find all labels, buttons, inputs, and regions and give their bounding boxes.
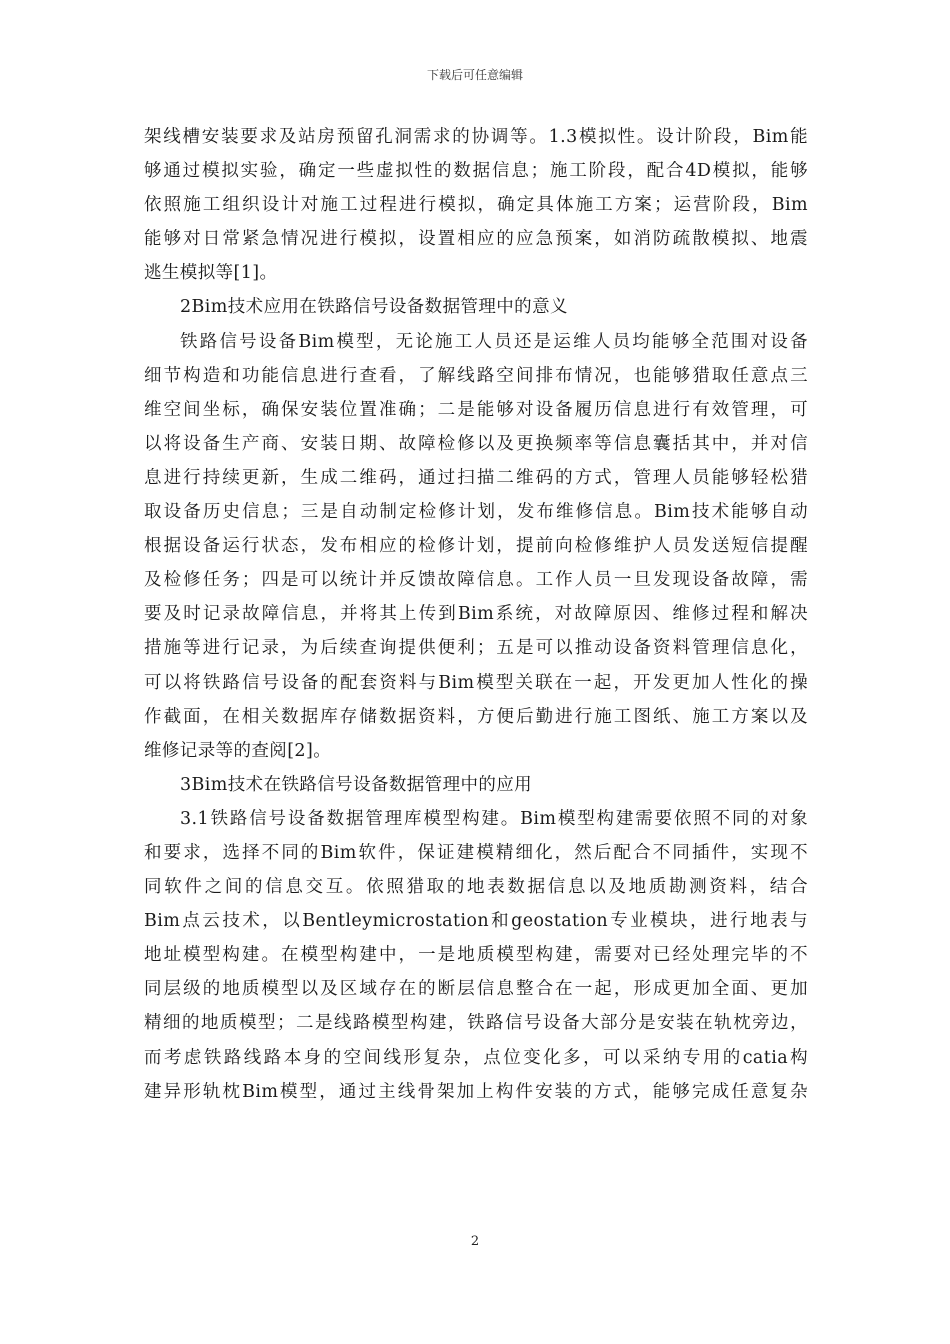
- text-line: 架线槽安装要求及站房预留孔洞需求的协调等。1.3模拟性。设计阶段，Bim能: [144, 127, 808, 147]
- text-line: 3.1铁路信号设备数据管理库模型构建。Bim模型构建需要依照不同的对象: [180, 808, 808, 829]
- body-text: [144, 120, 808, 1109]
- text-line: 能够对日常紧急情况进行模拟，设置相应的应急预案，如消防疏散模拟、地震: [144, 229, 808, 250]
- text-line: 取设备历史信息；三是自动制定检修计划，发布维修信息。Bim技术能够自动: [144, 502, 808, 523]
- text-line: 维修记录等的查阅[2]。: [144, 740, 332, 761]
- section-heading: 2Bim技术应用在铁路信号设备数据管理中的意义: [180, 297, 568, 318]
- text-line: 及检修任务；四是可以统计并反馈故障信息。工作人员一旦发现设备故障，需: [144, 570, 808, 591]
- text-line: 依照施工组织设计对施工过程进行模拟，确定具体施工方案；运营阶段，Bim: [144, 195, 808, 216]
- text-line: 同软件之间的信息交互。依照猎取的地表数据信息以及地质勘测资料，结合: [144, 877, 808, 898]
- text-line: 铁路信号设备Bim模型，无论施工人员还是运维人员均能够全范围对设备: [180, 331, 808, 352]
- text-line: 以将设备生产商、安装日期、故障检修以及更换频率等信息囊括其中，并对信: [144, 433, 808, 454]
- text-line: 维空间坐标，确保安装位置准确；二是能够对设备履历信息进行有效管理，可: [144, 399, 808, 420]
- text-line: 地址模型构建。在模型构建中，一是地质模型构建，需要对已经处理完毕的不: [144, 945, 808, 966]
- text-line: Bim点云技术，以Bentleymicrostation和geostation专业模块，进行地表与: [144, 911, 808, 932]
- text-line: 够通过模拟实验，确定一些虚拟性的数据信息；施工阶段，配合4D模拟，能够: [144, 161, 808, 182]
- text-line: 而考虑铁路线路本身的空间线形复杂，点位变化多，可以采纳专用的catia构: [144, 1047, 808, 1068]
- text-line: 建异形轨枕Bim模型，通过主线骨架加上构件安装的方式，能够完成任意复杂: [144, 1081, 808, 1102]
- page-number: 2: [470, 1234, 480, 1249]
- page-header: 下载后可任意编辑: [426, 68, 523, 82]
- section-heading: 3Bim技术在铁路信号设备数据管理中的应用: [180, 774, 533, 795]
- text-line: 同层级的地质模型以及区域存在的断层信息整合在一起，形成更加全面、更加: [144, 979, 808, 1000]
- text-line: 精细的地质模型；二是线路模型构建，铁路信号设备大部分是安装在轨枕旁边，: [144, 1013, 808, 1034]
- text-line: 根据设备运行状态，发布相应的检修计划，提前向检修维护人员发送短信提醒: [144, 536, 808, 557]
- text-line: 要及时记录故障信息，并将其上传到Bim系统，对故障原因、维修过程和解决: [144, 604, 808, 625]
- text-line: 细节构造和功能信息进行查看，了解线路空间排布情况，也能够猎取任意点三: [144, 365, 808, 386]
- text-line: 和要求，选择不同的Bim软件，保证建模精细化，然后配合不同插件，实现不: [144, 842, 808, 863]
- text-line: 息进行持续更新，生成二维码，通过扫描二维码的方式，管理人员能够轻松猎: [144, 467, 808, 488]
- text-line: 可以将铁路信号设备的配套资料与Bim模型关联在一起，开发更加人性化的操: [144, 672, 808, 693]
- text-line: 逃生模拟等[1]。: [144, 263, 278, 284]
- text-line: 作截面，在相关数据库存储数据资料，方便后勤进行施工图纸、施工方案以及: [144, 706, 808, 727]
- text-line: 措施等进行记录，为后续查询提供便利；五是可以推动设备资料管理信息化，: [144, 638, 808, 659]
